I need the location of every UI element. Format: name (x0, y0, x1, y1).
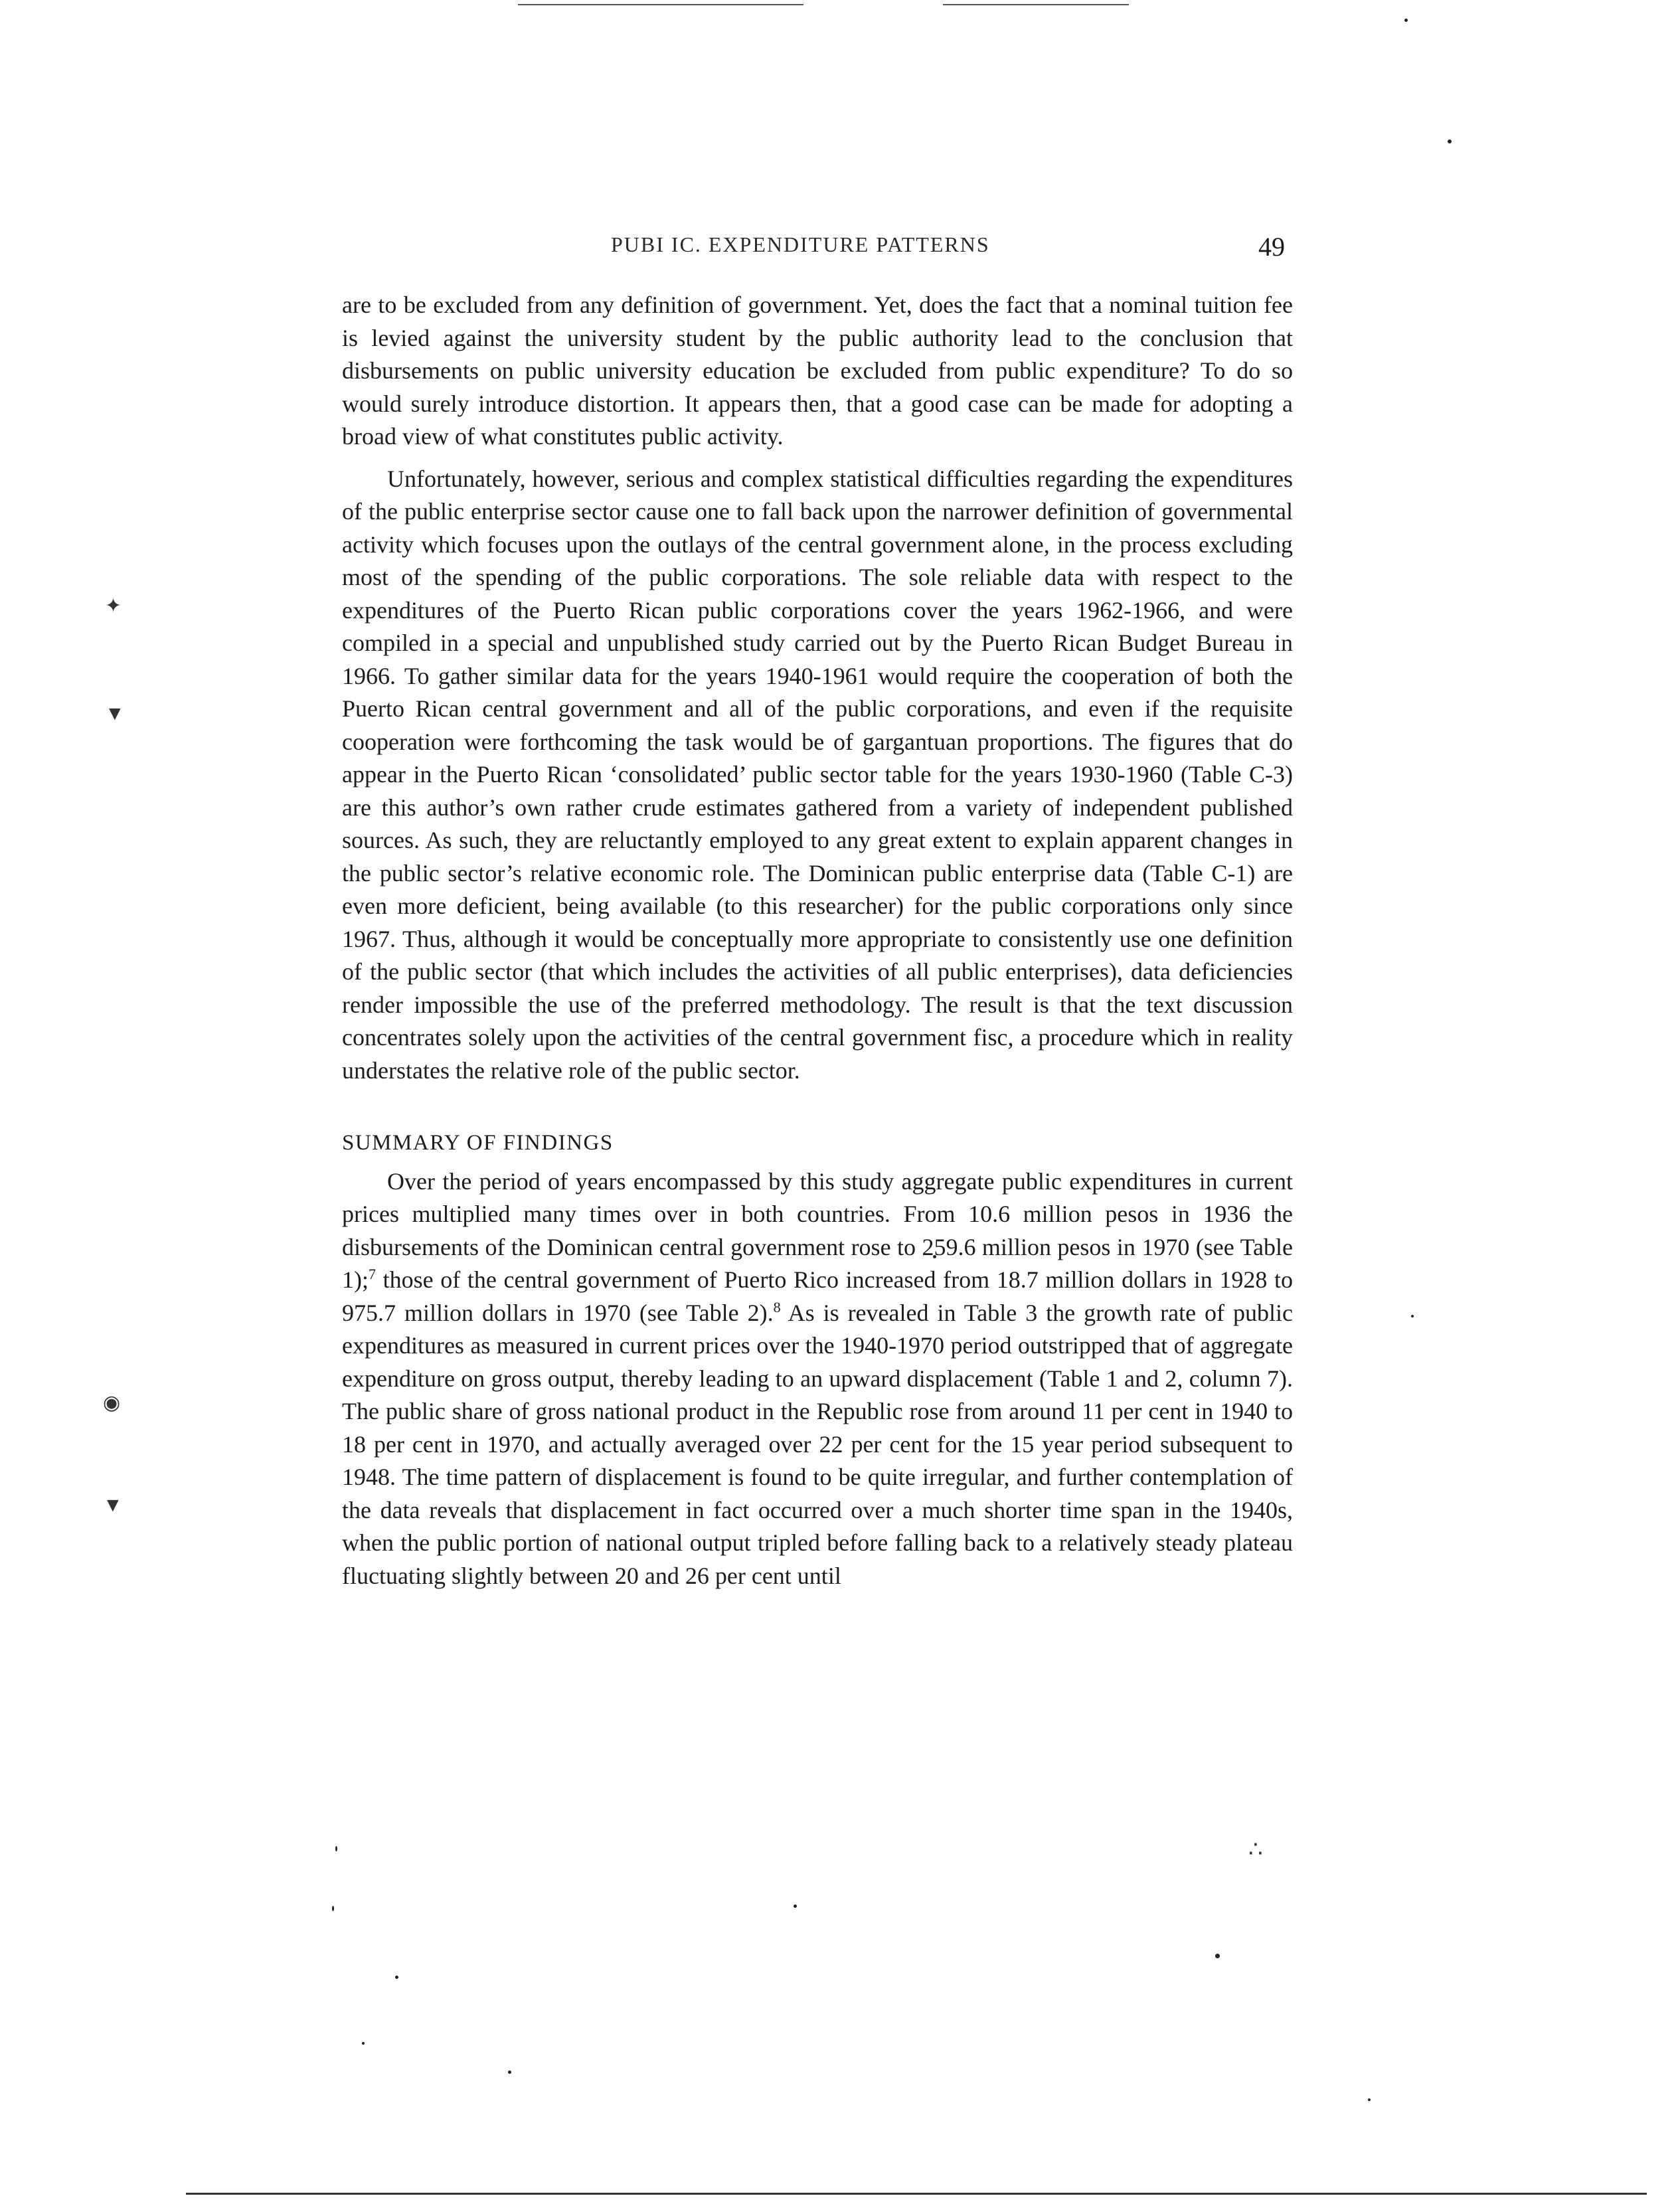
paragraph-summary-part-3: As is revealed in Table 3 the growth rate of public expenditures as measured in current prices over the 1940-1970 period outstripped that of aggregate expenditure on gross output, thereby leading to an upward displacement (Table 1 and 2, column 7). The public share of gross national product in the Republic rose from around 11 per cent in 1940 to 18 per cent in 1970, and actually averaged over 22 per cent for the 15 year period subsequent to 1948. The time pattern of displacement is found to be quite irregular, and further contemplation of the data reveals that displacement in fact occurred over a much shorter time span in the 1940s, when the public portion of national output tripled before falling back to a relatively steady plateau fluctuating slightly between 20 and 26 per cent until (342, 1299, 1293, 1589)
footnote-ref-7: 7 (369, 1266, 376, 1282)
top-scan-rule-right (943, 4, 1129, 5)
page-number: 49 (1258, 232, 1285, 262)
margin-mark: ✦ (105, 595, 122, 617)
scan-speck (508, 2071, 511, 2074)
paragraph-summary-part-1: Over the period of years encompassed by this study aggregate public expenditures in current prices multiplied many times over in both countries. From 10.6 million pesos in 1936 the disbursements of the Dominican central government rose to 259.6 million pesos in 1970 (see Table 1); (342, 1167, 1293, 1293)
scan-speck (362, 2042, 365, 2045)
scan-speck (332, 1906, 334, 1911)
scan-speck (395, 1976, 398, 1979)
footnote-ref-8: 8 (773, 1298, 781, 1316)
paragraph-continued: are to be excluded from any definition of government. Yet, does the fact that a nominal tuition fee is levied against the university student by the public authority lead to the conclusion that disbursements on public university education be excluded from public expenditure? To do so would surely introduce distortion. It appears then, that a good case can be made for adopting a broad view of what constitutes public activity. (342, 292, 1293, 450)
paragraph-summary-findings (342, 1165, 1293, 1593)
scan-speck (1215, 1954, 1220, 1958)
margin-mark: ▼ (105, 703, 125, 724)
text-column (342, 289, 1293, 1592)
scan-speck (335, 1846, 337, 1851)
bottom-scan-rule (186, 2193, 1647, 2195)
scan-speck (1368, 2098, 1371, 2101)
section-heading: SUMMARY OF FINDINGS (342, 1131, 614, 1155)
paragraph-summary-part-2: those of the central government of Puerto Rico increased from 18.7 million dollars in 1928 to 975.7 million dollars in 1970 (see Table 2). (342, 1266, 1293, 1326)
scan-speck (1411, 1315, 1414, 1317)
top-scan-rule-left (518, 4, 803, 5)
margin-mark: ▼ (103, 1494, 123, 1516)
margin-mark: ◉ (103, 1392, 121, 1414)
scan-speck (1448, 139, 1452, 143)
margin-mark: ∴ (1248, 1837, 1263, 1862)
running-head: PUBI IC. EXPENDITURE PATTERNS (611, 232, 990, 256)
scan-speck (1404, 19, 1408, 22)
paragraph-public-enterprise-data: Unfortunately, however, serious and complex statistical difficulties regarding the expenditures of the public enterprise sector cause one to fall back upon the narrower definition of governmental activity which focuses upon the outlays of the central government alone, in the process excluding most of the spending of the public corporations. The sole reliable data with respect to the expenditures of the Puerto Rican public corporations cover the years 1962-1966, and were compiled in a special and unpublished study carried out by the Puerto Rican Budget Bureau in 1966. To gather similar data for the years 1940-1961 would require the cooperation of both the Puerto Rican central government and all of the public corporations, and even if the requisite cooperation were forthcoming the task would be of gargantuan proportions. The figures that do appear in the Puerto Rican ‘consolidated’ public sector table for the years 1930-1960 (Table C-3) are this author’s own rather crude estimates gathered from a variety of independent published sources. As such, they are reluctantly employed to any great extent to explain apparent changes in the public sector’s relative economic role. The Dominican public enterprise data (Table C-1) are even more deficient, being available (to this researcher) for the public corporations only since 1967. Thus, although it would be conceptually more appropriate to consistently use one definition of the public sector (that which includes the activities of all public enterprises), data deficiencies render impossible the use of the preferred methodology. The result is that the text discussion concentrates solely upon the activities of the central government fisc, a procedure which in reality understates the relative role of the public sector. (342, 465, 1293, 1084)
scan-speck (794, 1905, 797, 1908)
